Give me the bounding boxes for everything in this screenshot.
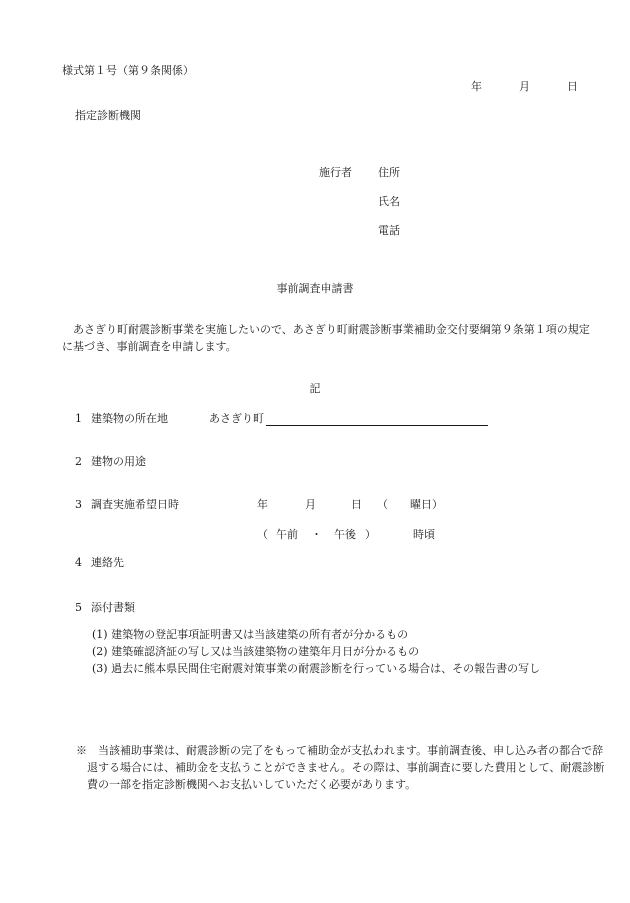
recipient: 指定診断機関 (75, 109, 141, 122)
applicant-address-label: 住所 (378, 166, 400, 179)
item2-label: 建物の用途 (91, 455, 146, 468)
item3-paren-open: （ (257, 528, 268, 541)
date-month-label: 月 (519, 80, 530, 93)
item1-label: 建築物の所在地 (91, 412, 168, 425)
item1-location-field (209, 412, 488, 426)
applicant-name-label: 氏名 (378, 195, 400, 208)
date-year-label: 年 (471, 80, 482, 93)
item3-label: 調査実施希望日時 (91, 498, 179, 511)
attachment-doc: (2) 建築確認済証の写し又は当該建築物の建築年月日が分かるもの (92, 645, 420, 658)
item1-town: あさぎり町 (209, 412, 264, 425)
item3-weekday: （ 曜日） (377, 498, 443, 511)
item2-number: 2 (75, 455, 82, 468)
attachment-doc: (1) 建築物の登記事項証明書又は当該建築の所有者が分かるもの (92, 628, 409, 641)
item3-month: 月 (305, 498, 316, 511)
item3-time-suffix: 時頃 (413, 528, 435, 541)
applicant-phone-label: 電話 (378, 224, 400, 237)
item3-paren-close: ） (365, 528, 376, 541)
form-number: 様式第１号（第９条関係） (62, 64, 194, 77)
item3-separator: ・ (311, 528, 322, 541)
item1-number: 1 (75, 412, 82, 425)
ki-label: 記 (309, 382, 321, 395)
item3-day: 日 (351, 498, 362, 511)
applicant-role-label: 施行者 (319, 166, 352, 179)
date-day-label: 日 (567, 80, 578, 93)
note-text: ※ 当該補助事業は、耐震診断の完了をもって補助金が支払われます。事前調査後、申し込み者の都合で辞退する場合には、補助金を支払うことができません。その際は、事前調査に要した費用として、耐震診断費の一部を指定診断機関へお支払いしていただく必要があります。 (76, 744, 605, 791)
item4-label: 連絡先 (91, 556, 124, 569)
item5-number: 5 (75, 601, 82, 614)
item3-pm: 午後 (334, 528, 356, 541)
item1-location-blank (266, 413, 488, 426)
item5-label: 添付書類 (91, 601, 135, 614)
attachment-doc: (3) 過去に熊本県民間住宅耐震対策事業の耐震診断を行っている場合は、その報告書の写し (92, 662, 541, 675)
body-text: あさぎり町耐震診断事業を実施したいので、あさぎり町耐震診断事業補助金交付要綱第９条第１項の規定に基づき、事前調査を申請します。 (62, 323, 590, 353)
item4-number: 4 (75, 556, 82, 569)
item3-year: 年 (257, 498, 268, 511)
item3-number: 3 (75, 498, 82, 511)
item3-am: 午前 (276, 528, 298, 541)
document-title: 事前調査申請書 (276, 282, 354, 295)
